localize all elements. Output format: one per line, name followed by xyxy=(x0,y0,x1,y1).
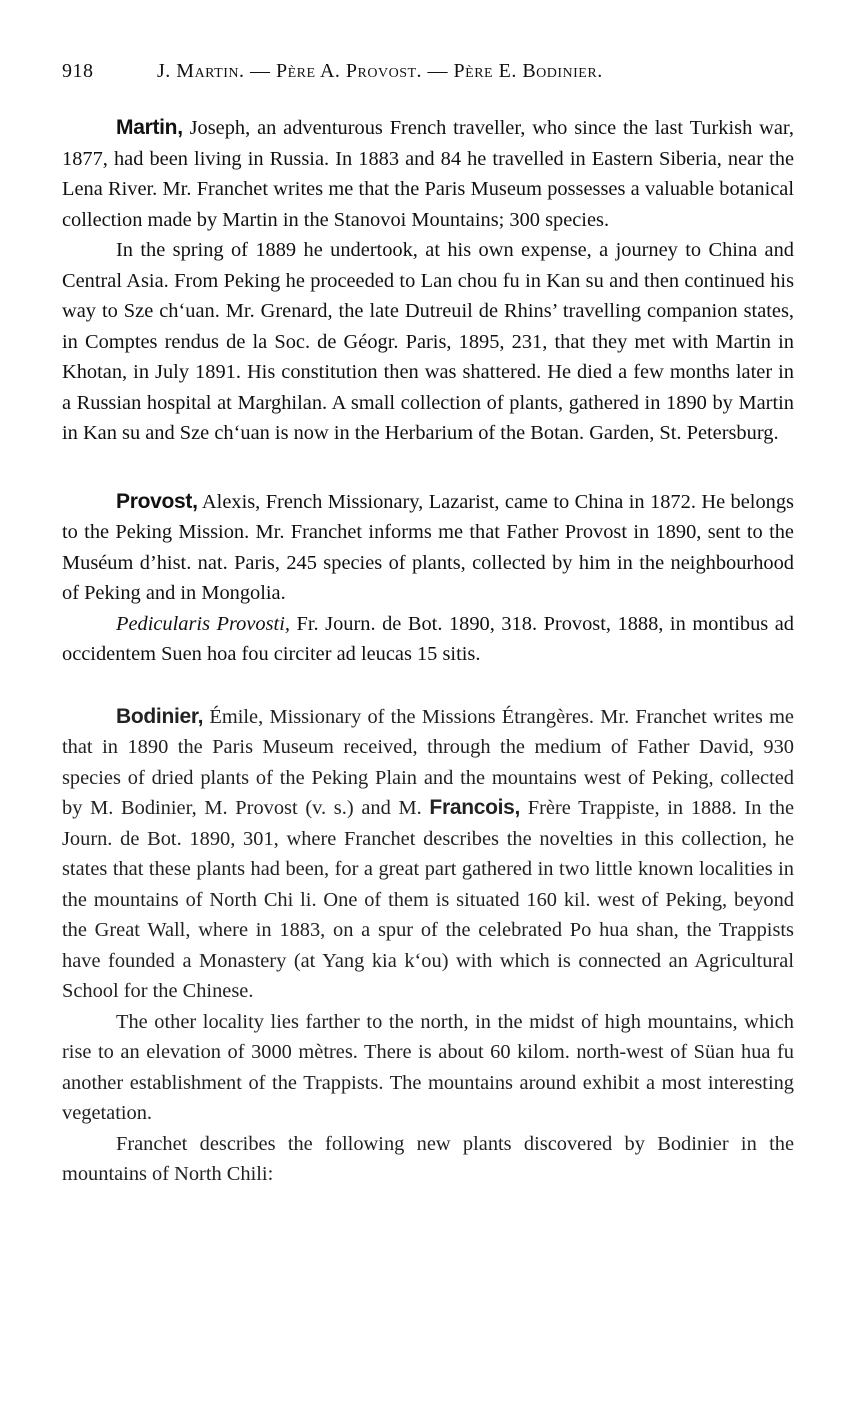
page-body xyxy=(62,113,794,1190)
page-number: 918 xyxy=(62,60,94,82)
person-name-francois: Francois, xyxy=(429,796,521,819)
entry-text: Frère Trappiste, in 1888. In the Journ. de Bot. 1890, 301, where Franchet describes the novelties in this collection, he states that these plants had been, for a great part gathered in two little known localities in the mountains of North Chi li. One of them is situated 160 kil. west of Peking, beyond the Great Wall, where in 1883, on a spur of the celebrated Po hua shan, the Trappists have founded a Monastery (at Yang kia kʻou) with which is connected an Agricultural School for the Chinese. xyxy=(62,797,795,1002)
entry-separator xyxy=(62,449,794,487)
running-head xyxy=(62,60,802,83)
citation-text: Fr. Journ. de Bot. 1890, 318. Provost, 1888, in montibus ad occidentem Suen hoa fou circiter ad leucas 15 sitis. xyxy=(62,612,794,665)
paragraph xyxy=(62,113,794,235)
entry-bodinier xyxy=(62,702,794,1190)
paragraph: The other locality lies farther to the north, in the midst of high mountains, which rise to an elevation of 3000 mètres. There is about 60 kilom. north-west of Süan hua fu another establishment of the Trappists. The mountains around exhibit a most interesting vegetation. xyxy=(62,1010,794,1124)
paragraph xyxy=(62,609,794,670)
entry-text: Alexis, French Missionary, Lazarist, came to China in 1872. He belongs to the Peking Mission. Mr. Franchet informs me that Father Provost in 1890, sent to the Muséum d’hist. nat. Paris, 245 species of plants, collected by him in the neighbourhood of Peking and in Mongolia. xyxy=(62,490,794,604)
entry-text: Joseph, an adventurous French traveller, who since the last Turkish war, 1877, had been living in Russia. In 1883 and 84 he travelled in Eastern Siberia, near the Lena River. Mr. Franchet writes me that the Paris Museum possesses a valuable botanical collection made by Martin in the Stanovoi Mountains; 300 species. xyxy=(62,117,794,231)
paragraph xyxy=(62,702,794,1007)
entry-martin xyxy=(62,113,794,449)
species-name: Pedicularis Provosti, xyxy=(116,612,290,635)
entry-name: Martin, xyxy=(116,116,183,139)
entry-provost xyxy=(62,487,794,670)
paragraph: Franchet describes the following new plants discovered by Bodinier in the mountains of North Chili: xyxy=(62,1132,794,1185)
paragraph: In the spring of 1889 he undertook, at his own expense, a journey to China and Central Asia. From Peking he proceeded to Lan chou fu in Kan su and then continued his way to Sze chʻuan. Mr. Grenard, the late Dutreuil de Rhins’ travelling companion states, in Comptes rendus de la Soc. de Géogr. Paris, 1895, 231, that they met with Martin in Khotan, in July 1891. His constitution then was shattered. He died a few months later in a Russian hospital at Marghilan. A small collection of plants, gathered in 1890 by Martin in Kan su and Sze chʻuan is now in the Herbarium of the Botan. Garden, St. Petersburg. xyxy=(62,239,794,444)
entry-name: Bodinier, xyxy=(116,704,204,728)
running-title: J. Martin. — Père A. Provost. — Père E. Bodinier. xyxy=(157,60,603,82)
entry-separator xyxy=(62,670,794,702)
entry-name: Provost, xyxy=(116,489,198,513)
paragraph xyxy=(62,487,794,609)
entry-text: Émile, Missionary of the Missions Étrangères. Mr. Franchet writes me that in 1890 the Paris Museum received, through the medium of Father David, 930 species of dried plants of the Peking Plain and the mountains west of Peking, collected by M. Bodinier, M. Provost (v. s.) and M. xyxy=(62,705,794,819)
